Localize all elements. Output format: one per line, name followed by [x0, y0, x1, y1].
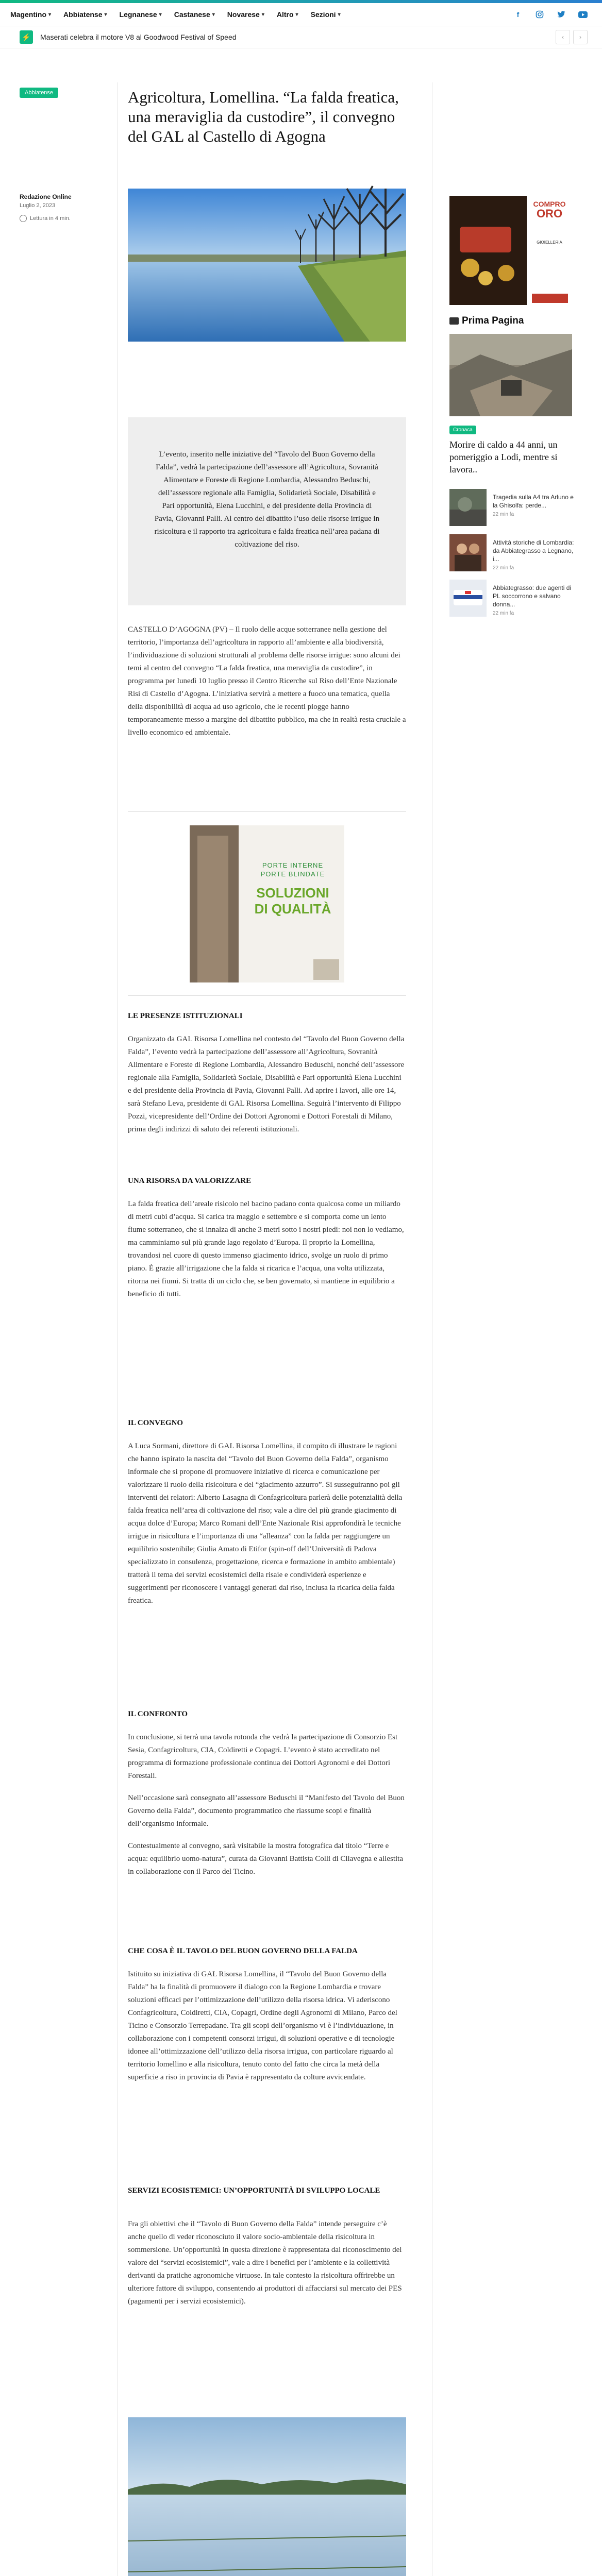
publish-date: Luglio 2, 2023: [20, 202, 56, 209]
paragraph: La falda freatica dell’areale risicolo nel bacino padano conta qualcosa come un miliardo di metri cubi d’acqua. Si carica tra maggio e settembre e si comporta come un lento fiume sotterraneo, che si innalza di anche 3 metri sotto i nostri piedi: noi non lo vediamo, ma camminiamo sul più grande lago regolato d’Europa. Il proprio la Lomellina, trovandosi nel cuore di questo immenso giacimento idrico, svolge un ruolo di primo piano. È grazie all’irrigazione che la falda si ricarica e l’acqua, una volta utilizzata, ritorna nei fiumi. Si tratta di un ciclo che, se ben governato, si mantiene in equilibrio a beneficio di tutti.: [128, 1200, 404, 1298]
section-heading: IL CONFRONTO: [128, 1710, 188, 1718]
paragraph: A Luca Sormani, direttore di GAL Risorsa Lomellina, il compito di illustrare le ragioni che hanno ispirato la nascita del “Tavolo del Buon Governo della Falda”, organismo informale che si propone di promuovere iniziative di ricerca e comunicazione per valorizzare il ruolo della risicoltura e del “giacimento azzurro”. Si susseguiranno poi gli interventi dei relatori: Alberto Lasagna di Confagricoltura parlerà delle potenzialità della falda freatica nell’area di coltivazione del riso; vale a dire del più grande giacimento di acqua dolce d’Europa; Marco Romani dell’Ente Nazionale Risi approfondirà le tecniche irrigue in risicoltura e l’importanza di una “alleanza” con la falda per raggiungere un equilibrio sostenibile; Giulia Amato di Etifor (spin-off dell’Università di Padova specializzato in consulenza, progettazione, ricerca e formazione in ambito ambientale) tratterà il tema dei servizi ecosistemici della risaie e condividerà esperienze e suggerimenti per riconoscere i vantaggi generati dal riso, inclusa la ricarica della falda freatica.: [128, 1442, 403, 1605]
list-item[interactable]: [449, 489, 578, 534]
list-item[interactable]: [449, 580, 578, 625]
related-list: [449, 489, 578, 625]
nav-item-label: Sezioni: [310, 10, 336, 19]
ad-gold-line-3: GIOIELLERIA: [537, 240, 562, 245]
paragraph: Organizzato da GAL Risorsa Lomellina nel contesto del “Tavolo del Buon Governo della Falda”, l’evento vedrà la partecipazione dell’assessore all’Agricoltura, Sovranità Alimentare e Foreste di Regione Lombardia, Alessandro Beduschi, nonché dell’assessore regionale alla Famiglia, Solidarietà Sociale, Disabilità e Pari opportunità Elena Lucchini e del presidente della Provincia di Pavia, Giovanni Palli. Ad aprire i lavori, alle ore 14, sarà Stefano Leva, presidente di GAL Risorsa Lomellina. Seguirà l’intervento di Filippo Pozzi, vicepresidente dell’Ordine dei Dottori Agronomi e Dottori Forestali di Milano, prima degli indirizzi di saluto dei referenti istituzionali.: [128, 1035, 405, 1133]
list-item-title: Tragedia sulla A4 tra Arluno e la Ghisolfa: perde...: [493, 494, 574, 509]
clock-icon: [20, 215, 27, 222]
featured-title[interactable]: Morire di caldo a 44 anni, un pomeriggio a Lodi, mentre si lavora..: [449, 439, 558, 474]
nav-item-novarese[interactable]: [221, 10, 271, 19]
nav-item-label: Novarese: [227, 10, 260, 19]
list-item-title: Attività storiche di Lombardia: da Abbiategrasso a Legnano, i...: [493, 539, 574, 563]
section-body: [128, 1731, 406, 1878]
article-meta-left: [20, 88, 107, 98]
nav-item-label: Altro: [276, 10, 294, 19]
youtube-icon[interactable]: [578, 10, 588, 19]
advertisement-doors[interactable]: [190, 825, 344, 982]
section-heading: CHE COSA È IL TAVOLO DEL BUON GOVERNO DELLA FALDA: [128, 1947, 358, 1955]
hero-image: [128, 189, 406, 342]
section-body: [128, 1968, 406, 2084]
ticker-prev-button[interactable]: ‹: [556, 30, 570, 44]
newspaper-icon: [449, 317, 459, 325]
author-box: [20, 193, 107, 222]
main-nav: [0, 3, 602, 26]
nav-item-altro[interactable]: [271, 10, 305, 19]
ad-gold-line-2: ORO: [536, 207, 563, 220]
facebook-icon[interactable]: f: [516, 10, 520, 19]
ticker-headline[interactable]: Maserati celebra il motore V8 al Goodwood Festival of Speed: [40, 33, 237, 41]
twitter-icon[interactable]: [557, 10, 566, 19]
section-heading: IL CONVEGNO: [128, 1419, 183, 1427]
list-item-title: Abbiategrasso: due agenti di PL soccorrono e salvano donna...: [493, 584, 572, 608]
breaking-news-ticker: [0, 26, 602, 48]
section-body: [128, 1198, 406, 1301]
list-thumbnail: [449, 534, 487, 571]
chevron-down-icon: ▾: [159, 11, 162, 18]
list-item-time: 22 min fa: [493, 512, 514, 517]
article: [128, 88, 406, 2306]
ad-gold-line-4: VALUTAZIONE GRATUITA: [528, 304, 571, 308]
social-links: [513, 10, 588, 19]
featured-image[interactable]: [449, 334, 572, 416]
paragraph: Nell’occasione sarà consegnato all’assessore Beduschi il “Manifesto del Tavolo del Buon Governo della Falda”, documento programmatico che riassume scopi e finalità dell’organismo informale.: [128, 1794, 405, 1828]
article-lead-quote: L’evento, inserito nelle iniziative del “Tavolo del Buon Governo della Falda”, vedrà la partecipazione dell’assessore all’Agricoltura, Sovranità Alimentare e Foreste di Regione Lombardia, Alessandro Beduschi, dell’assessore regionale alla Famiglia, Solidarietà Sociale, Disabilità e Pari opportunità, Elena Lucchini, e del presidente della Provincia di Pavia, Giovanni Palli. Al centro del dibattito l’uso delle risorse irrigue in risicoltura e il rapporto tra agricoltura e falda freatica nell’area padana di coltivazione del riso.: [128, 417, 406, 605]
nav-menu: [4, 10, 347, 19]
paragraph: Istituito su iniziativa di GAL Risorsa Lomellina, il “Tavolo del Buon Governo della Falda” ha la finalità di promuovere il dialogo con la Regione Lombardia e trovare soluzioni efficaci per l’ottimizzazione dell’utilizzo della risorsa idrica. Vi aderiscono Confagricoltura, Coldiretti, CIA, Copagri, Ordine degli Agronomi di Milano, Parco del Ticino e Consorzio Terrepadane. Tra gli scopi dell’organismo vi è l’individuazione, in collaborazione con i competenti consorzi irrigui, di soluzioni operative e di tecnologie idonee all’ottimizzazione dell’utilizzo della risorsa irrigua, con particolare riguardo al territorio lomellino e alla risicoltura, tenuto conto del fatto che circa la metà della superficie a riso in provincia di Pavia è rappresentato da colture avvicendate.: [128, 1970, 397, 2081]
sidebar: [449, 196, 578, 625]
ad-line-3: SOLUZIONI: [256, 885, 329, 901]
section-body: [128, 1440, 406, 1607]
rice-field-image: [128, 2417, 406, 2576]
nav-item-abbiatense[interactable]: [57, 10, 113, 19]
divider: [128, 995, 406, 996]
nav-item-label: Magentino: [10, 10, 46, 19]
paragraph: Contestualmente al convegno, sarà visitabile la mostra fotografica dal titolo “Terre e acqua: equilibrio uomo-natura”, curata da Giovanni Battista Colli di Cilavegna e allestita in collaborazione con il Parco del Ticino.: [128, 1842, 404, 1876]
prima-pagina-label: Prima Pagina: [462, 315, 524, 326]
chevron-down-icon: ▾: [261, 11, 264, 18]
section-body: [128, 2218, 406, 2308]
paragraph: In conclusione, si terrà una tavola rotonda che vedrà la partecipazione di Consorzio Est Sesia, Confagricoltura, CIA, Coldiretti e Copagri. L’evento è stato accreditato nel programma di formazione professionale continua dei Dottori Agronomi e dei Dottori Forestali.: [128, 1733, 398, 1780]
section-heading: SERVIZI ECOSISTEMICI: UN’OPPORTUNITÀ DI SVILUPPO LOCALE: [128, 2187, 380, 2195]
ad-gold-line-1: COMPRO: [533, 200, 566, 208]
list-item-time: 22 min fa: [493, 611, 514, 616]
featured-category-badge[interactable]: Cronaca: [449, 426, 476, 434]
category-badge[interactable]: Abbiatense: [20, 88, 58, 98]
ticker-next-button[interactable]: ›: [573, 30, 588, 44]
read-time: [20, 215, 107, 222]
section-heading: LE PRESENZE ISTITUZIONALI: [128, 1012, 243, 1020]
nav-item-label: Castanese: [174, 10, 210, 19]
nav-item-label: Abbiatense: [63, 10, 103, 19]
article-title: Agricoltura, Lomellina. “La falda freatica, una meraviglia da custodire”, il convegno del GAL al Castello di Agogna: [128, 88, 399, 145]
nav-item-sezioni[interactable]: [305, 10, 347, 19]
prima-pagina-heading: [449, 315, 578, 327]
author-name[interactable]: Redazione Online: [20, 193, 72, 200]
nav-item-castanese[interactable]: [168, 10, 221, 19]
list-item[interactable]: [449, 534, 578, 580]
list-thumbnail: [449, 580, 487, 617]
chevron-down-icon: ▾: [295, 11, 298, 18]
lightning-icon: ⚡: [20, 30, 33, 44]
chevron-down-icon: ▾: [104, 11, 107, 18]
chevron-down-icon: ▾: [48, 11, 52, 18]
article-intro: [128, 623, 406, 739]
paragraph: Fra gli obiettivi che il “Tavolo di Buon Governo della Falda” intende perseguire c’è anche quello di veder riconosciuto il valore socio-ambientale della risicoltura in sommersione. Un’opportunità in questa direzione è rappresentata dal riconoscimento del valore dei “servizi ecosistemici”, vale a dire i benefici per l’ambiente e la collettività derivanti da pratiche agronomiche virtuose. In tale contesto la risicoltura offrirebbe un ulteriore fattore di sviluppo, consentendo ai produttori di affacciarsi sul mercato dei PES (pagamenti per i servizi ecosistemici).: [128, 2220, 402, 2306]
section-body: [128, 1033, 406, 1136]
chevron-down-icon: ▾: [338, 11, 341, 18]
ad-line-4: DI QUALITÀ: [254, 901, 331, 917]
ad-line-2: PORTE BLINDATE: [260, 870, 325, 878]
section-heading: UNA RISORSA DA VALORIZZARE: [128, 1177, 252, 1185]
ticker-controls: [556, 30, 588, 44]
instagram-icon[interactable]: [535, 10, 544, 19]
nav-item-legnanese[interactable]: [113, 10, 168, 19]
intro-paragraph: CASTELLO D’AGOGNA (PV) – Il ruolo delle acque sotterranee nella gestione del territorio, l’importanza dell’agricoltura in rapporto all’ambiente e alla biodiversità, l’individuazione di soluzioni strutturali al problema delle risorse irrigue: sono alcuni dei temi al centro del convegno “La falda freatica, una meraviglia da custodire”, in programma per lunedì 10 luglio presso il Centro Ricerche sul Riso dell’Ente Nazionale Risi di Castello d’Agogna. L’iniziativa servirà a mettere a fuoco una tematica, quella della disponibilità di acqua ad uso agricolo, che le recenti piogge hanno temporaneamente messo a margine del dibattito pubblico, ma che in realtà resta cruciale a livello economico ed ambientale.: [128, 625, 406, 737]
list-item-time: 22 min fa: [493, 565, 514, 571]
list-thumbnail: [449, 489, 487, 526]
nav-item-magentino[interactable]: [4, 10, 57, 19]
chevron-down-icon: ▾: [212, 11, 215, 18]
advertisement-gold[interactable]: [449, 196, 572, 308]
ad-line-1: PORTE INTERNE: [262, 861, 324, 869]
nav-item-label: Legnanese: [119, 10, 157, 19]
divider: [128, 811, 406, 812]
read-time-label: Lettura in 4 min.: [30, 215, 71, 222]
